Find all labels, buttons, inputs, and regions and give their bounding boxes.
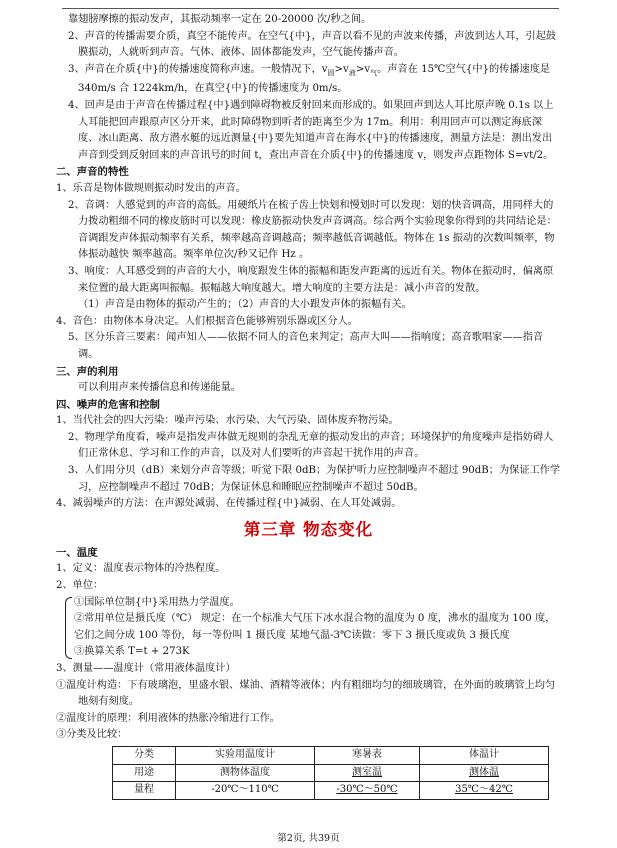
section-heading: 三、声的利用 — [56, 365, 119, 378]
header-rule — [62, 8, 559, 9]
text-line: ①温度计构造：下有玻璃泡，里盛水银、煤油、酒精等液体；内有粗细均匀的细玻璃管，在外面的玻璃管上均匀地刻有刻度。 — [56, 679, 556, 708]
text-line: 2、音调：人感觉到的声音的高低。用硬纸片在梳子齿上快划和慢划时可以发现：划的快音调高，用同样大的力拨动粗细不同的橡皮筋时可以发现：橡皮筋振动快发声音调高。综合两个实验现象你得到的共同结论是：音调跟发声体振动频率有关系，频率越高音调越高；频率越低音调越低。物体在 1s 振动的次数叫频率，物体振动越快 频率越高。频率单位次/秒又记作 Hz 。 — [68, 199, 557, 261]
text-line: 5、区分乐音三要素：闻声知人——依据不同人的音色来判定；高声大叫——指响度；高音歌唱家——指音调。 — [68, 332, 544, 360]
text-line: ②温度计的原理：利用液体的热胀冷缩进行工作。 — [56, 712, 281, 724]
text-line: 1、乐音是物体做规则振动时发出的声音。 — [56, 182, 246, 194]
table-cell: 量程 — [113, 782, 176, 800]
table-header-cell: 寒暑表 — [315, 746, 420, 764]
section-heading: 二、声音的特性 — [56, 166, 129, 179]
text-line: 2、物理学角度看，噪声是指发声体做无规则的杂乱无章的振动发出的声音；环境保护的角度噪声是指妨碍人们正常休息、学习和工作的声音，以及对人们要听的声音起干扰作用的声音。 — [68, 431, 554, 460]
text-line: 3、声音在介质{中}的传播速度简称声速。一般情况下，$v_固>v_液>v_气$。声音在 15℃空气{中}的传播速度是 340m/s 合 1224km/h，在真空{中}的传播速度为 0m/s。 — [68, 63, 551, 95]
text-line: 1、当代社会的四大污染：噪声污染、水污染、大气污染、固体废弃物污染。 — [56, 415, 399, 427]
list-item: ②常用单位是摄氏度（℃） 规定：在一个标准大气压下冰水混合物的温度为 0 度，沸水的温度为 100 度，它们之间分成 100 等份，每一等份叫 1 摄氏度 某地气温-3℃读做：零下 3 摄氏度或负 3 摄氏度 — [74, 613, 556, 641]
table-row — [113, 782, 549, 800]
table-header-cell: 分类 — [113, 746, 176, 764]
text-line: 2、单位： — [56, 580, 104, 592]
text-line: 可以利用声来传播信息和传递能量。 — [78, 382, 241, 394]
table-header-cell: 体温计 — [420, 746, 549, 764]
text-line: 3、响度：人耳感受到的声音的大小，响度跟发生体的振幅和距发声距离的远近有关。物体在振动时，偏离原来位置的最大距离叫振幅。振幅越大响度越大。增大响度的主要方法是：减小声音的发散。 — [68, 265, 554, 294]
list-item: ③换算关系 T=t + 273K — [74, 646, 190, 658]
table-cell: 测室温 — [315, 764, 420, 782]
table-cell: -30℃～50℃ — [315, 782, 420, 800]
text-line: 靠翅膀摩擦的振动发声，其振动频率一定在 20-20000 次/秒之间。 — [68, 14, 372, 25]
table-cell: 35℃～42℃ — [420, 782, 549, 800]
text-line: （1）声音是由物体的振动产生的；（2）声音的大小跟发声体的振幅有关。 — [78, 299, 412, 311]
table-header-cell: 实验用温度计 — [176, 746, 315, 764]
section-heading: 四、噪声的危害和控制 — [56, 398, 160, 411]
text-line: 1、定义：温度表示物体的冷热程度。 — [56, 563, 226, 575]
text-line: 3、测量——温度计（常用液体温度计） — [56, 663, 236, 674]
thermometer-table — [112, 746, 549, 800]
table-row — [113, 764, 549, 782]
text-line: 4、减弱噪声的方法：在声源处减弱、在传播过程{中}减弱、在人耳处减弱。 — [56, 498, 402, 510]
text-line: 4、音色：由物体本身决定。人们根据音色能够辨别乐器或区分人。 — [56, 315, 358, 327]
chapter-title: 第三章 物态变化 — [243, 519, 374, 539]
text-line: ③分类及比较： — [56, 729, 128, 741]
text-line: 2、声音的传播需要介质，真空不能传声。在空气{中}，声音以看不见的声波来传播，声波到达人耳，引起鼓膜振动，人就听到声音。气体、液体、固体都能发声，空气能传播声音。 — [68, 30, 557, 59]
unit-list — [56, 595, 561, 661]
page-content — [56, 12, 561, 800]
table-cell: -20℃～110℃ — [176, 782, 315, 800]
table-header-row — [113, 746, 549, 764]
table-cell: 测体温 — [420, 764, 549, 782]
text-line: 3、人们用分贝（dB）来划分声音等级；听觉下限 0dB；为保护听力应控制噪声不超过 90dB；为保证工作学习，应控制噪声不超过 70dB；为保证休息和睡眠应控制噪声不超过 50dB。 — [68, 465, 561, 493]
table-cell: 测物体温度 — [176, 764, 315, 782]
list-item: ①国际单位制{中}采用热力学温度。 — [74, 596, 240, 608]
text-line: 4、回声是由于声音在传播过程{中}遇到障碍物被反射回来而形成的。如果回声到达人耳比原声晚 0.1s 以上人耳能把回声跟原声区分开来，此时障碍物到听者的距离至少为 17m。利用：利用回声可以测定海底深度、冰山距离、敌方潜水艇的远近测量{中}要先知道声音在海水{中}的传播速度，测量方法是：测出发出声音到受到反射回来的声音讯号的时间 t，查出声音在介质{中}的传播速度 v，则发声点距物体 S=vt/2。 — [68, 100, 554, 161]
table-cell: 用途 — [113, 764, 176, 782]
page-footer: 第2页, 共39页 — [277, 833, 340, 844]
section-heading: 一、温度 — [56, 546, 98, 559]
